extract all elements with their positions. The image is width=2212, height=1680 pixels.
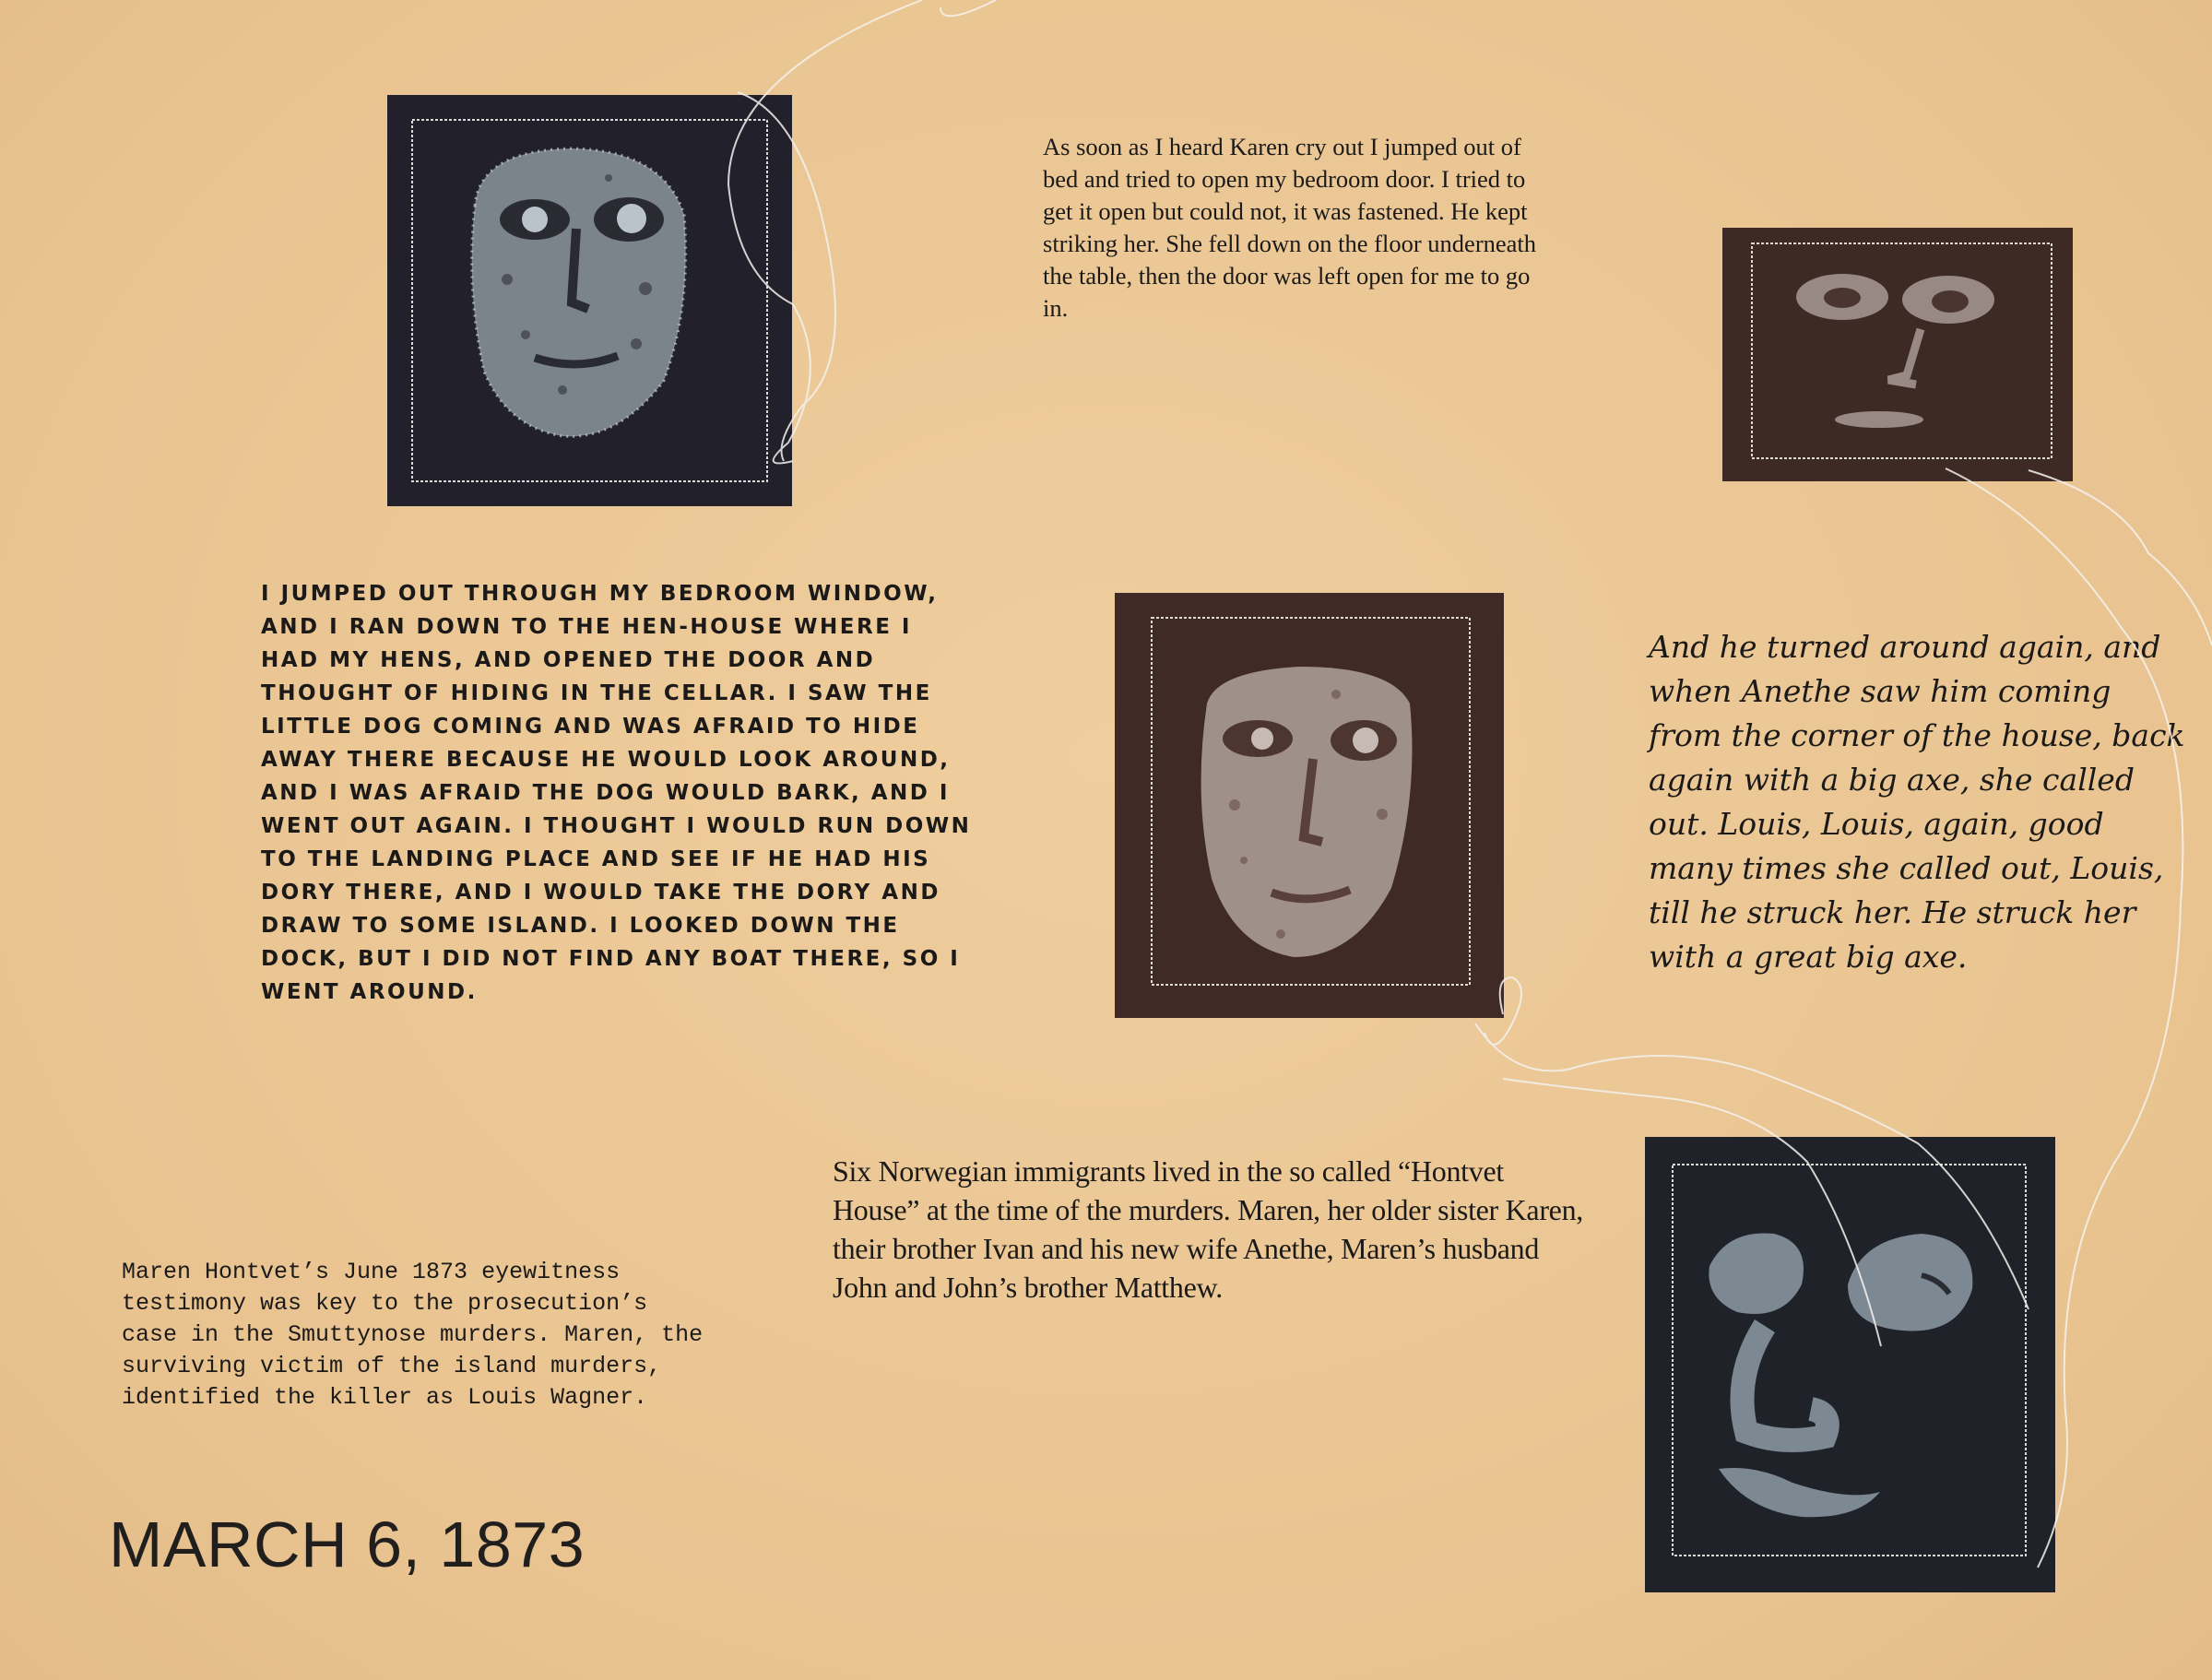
anethe-axe-quote: And he turned around again, and when Anethe saw him coming from the corner of the house, back again with a big axe, she called out. Louis, Louis, again, good many times she called out, Louis, till he struck her. He struck her with a great big axe.: [1649, 629, 2185, 975]
face-print-3-image: [1115, 593, 1504, 1018]
norwegian-immigrants-paragraph: Six Norwegian immigrants lived in the so called “Hontvet House” at the time of the murders. Maren, her older sister Karen, their brother Ivan and his new wife Anethe, Maren’s husband John and John’s brother Matthew.: [833, 1154, 1583, 1304]
face-print-panel-4: [1645, 1137, 2055, 1592]
face-print-panel-1: [387, 95, 792, 506]
face-print-panel-2: [1722, 228, 2073, 481]
bedroom-window-quote: I JUMPED OUT THROUGH MY BEDROOM WINDOW, AND I RAN DOWN TO THE HEN-HOUSE WHERE I HAD MY HENS, AND OPENED THE DOOR AND THOUGHT OF HIDING IN THE CELLAR. I SAW THE LITTLE DOG COMING AND WAS AFRAID TO HIDE AWAY THERE BECAUSE HE WOULD LOOK AROUND, AND I WAS AFRAID THE DOG WOULD BARK, AND I WENT OUT AGAIN. I THOUGHT I WOULD RUN DOWN TO THE LANDING PLACE AND SEE IF HE HAD HIS DORY THERE, AND I WOULD TAKE THE DORY AND DRAW TO SOME ISLAND. I LOOKED DOWN THE DOCK, BUT I DID NOT FIND ANY BOAT THERE, SO I WENT AROUND.: [261, 582, 972, 1004]
face-print-panel-3: [1115, 593, 1504, 1018]
face-print-4-image: [1645, 1137, 2055, 1592]
testimony-caption: Maren Hontvet’s June 1873 eyewitness testimony was key to the prosecution’s case in the Smuttynose murders. Maren, the surviving victim of the island murders, identified the killer as Louis Wagner.: [122, 1259, 704, 1411]
date-heading: MARCH 6, 1873: [109, 1508, 586, 1580]
face-print-2-image: [1722, 228, 2073, 481]
face-print-1-image: [387, 95, 792, 506]
karen-cry-out-quote: As soon as I heard Karen cry out I jumped out of bed and tried to open my bedroom door. I tried to get it open but could not, it was fastened. He kept striking her. She fell down on the floor underneath the table, then the door was left open for me to go in.: [1043, 133, 1537, 322]
